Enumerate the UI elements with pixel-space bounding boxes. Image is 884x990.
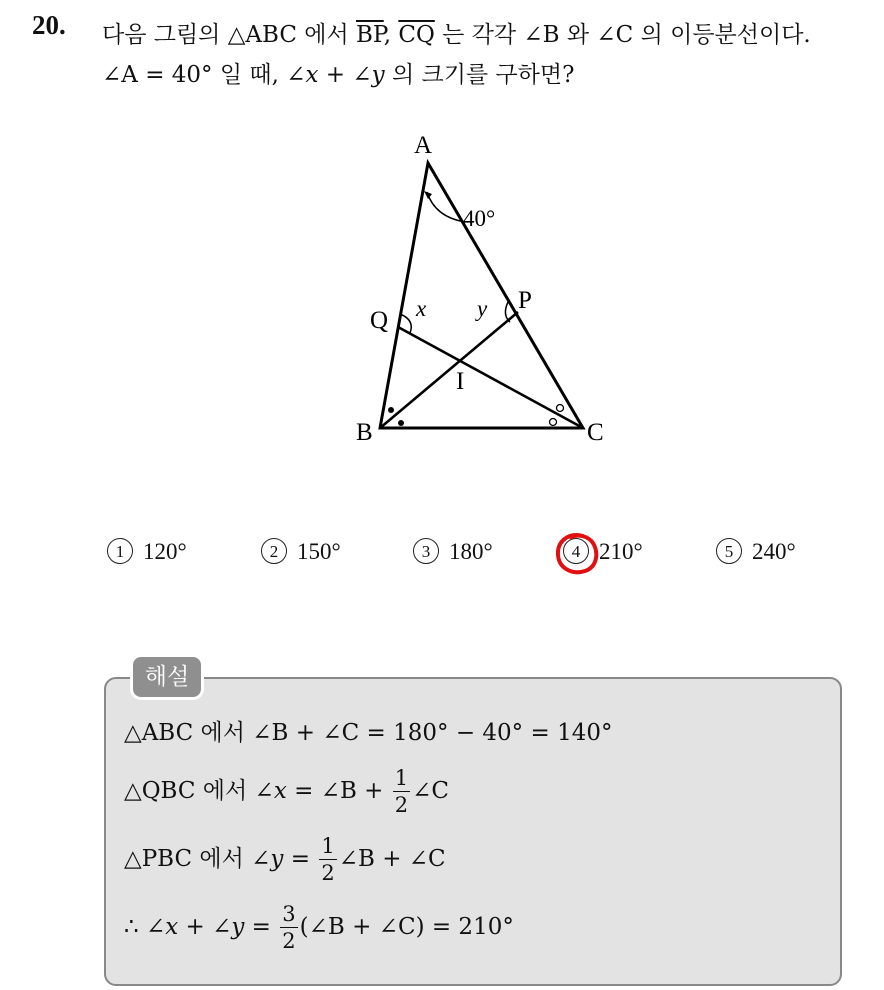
question-number: 20. (32, 10, 66, 40)
choice-text: 240° (752, 539, 796, 564)
angle-mark-c1 (557, 405, 564, 412)
choice-1[interactable] (107, 538, 187, 565)
choice-5[interactable] (716, 538, 796, 565)
question-text: 는 각각 ∠B 와 ∠C 의 이등분선이다. (434, 22, 811, 48)
solution-line-4 (124, 904, 514, 952)
label-angle-a: 40° (463, 206, 496, 231)
bisector-cq (398, 327, 583, 428)
choice-text: 150° (297, 539, 341, 564)
choice-3[interactable] (413, 538, 493, 565)
solution-text: ∠B + ∠C (338, 846, 446, 872)
question-text-line1 (102, 16, 811, 49)
var-y: y (270, 846, 284, 872)
solution-line-1: △ABC 에서 ∠B + ∠C = 180° − 40° = 140° (124, 720, 613, 746)
solution-line-3 (124, 836, 446, 884)
solution-text: ∴ ∠ (124, 914, 166, 940)
fraction (319, 836, 336, 884)
triangle-diagram (340, 120, 640, 460)
var-x: x (165, 914, 179, 940)
solution-line-2 (124, 768, 449, 816)
answer-choices (0, 538, 884, 578)
arrow-head (424, 191, 432, 199)
label-b: B (356, 419, 373, 446)
question-text-line2 (102, 56, 574, 89)
solution-text: △PBC 에서 ∠ (124, 846, 271, 872)
question-text: ∠A = 40° 일 때, ∠ (102, 62, 306, 88)
choice-number: 4 (563, 538, 589, 564)
label-q: Q (370, 307, 389, 334)
label-x: x (416, 296, 427, 321)
comma: , (383, 22, 399, 48)
solution-text: + ∠ (178, 914, 232, 940)
var-y: y (231, 914, 245, 940)
solution-text: (∠B + ∠C) = 210° (299, 914, 514, 940)
angle-mark-c2 (550, 419, 557, 426)
denominator: 2 (394, 793, 409, 817)
fraction (393, 768, 410, 816)
triangle-figure (340, 120, 640, 460)
question-text: 다음 그림의 △ABC 에서 (102, 22, 356, 48)
choice-text: 120° (143, 539, 187, 564)
label-p: P (518, 287, 532, 314)
solution-text: ∠C (412, 778, 450, 804)
label-i: I (456, 368, 465, 395)
numerator: 3 (282, 902, 296, 926)
solution-text: = (283, 846, 318, 872)
numerator: 1 (321, 834, 335, 858)
var-x: x (305, 62, 319, 88)
choice-2[interactable] (261, 538, 341, 565)
fraction (280, 904, 297, 952)
choice-number: 1 (107, 538, 133, 564)
solution-tab-label: 해설 (130, 654, 204, 700)
question-text: + ∠ (318, 62, 372, 88)
label-a: A (414, 132, 433, 159)
segment-bp: $\overline{BP}$ (356, 22, 384, 48)
choice-text: 210° (599, 539, 643, 564)
choice-text: 180° (449, 539, 493, 564)
solution-text: △QBC 에서 ∠ (124, 778, 274, 804)
solution-text: = (244, 914, 279, 940)
denominator: 2 (321, 861, 335, 885)
choice-number: 2 (261, 538, 287, 564)
var-x: x (273, 778, 287, 804)
segment-cq: $\overline{CQ}$ (398, 22, 435, 48)
label-c: C (587, 419, 604, 446)
choice-number: 5 (716, 538, 742, 564)
answer-mark-circle (553, 531, 601, 577)
solution-text: = ∠B + (286, 778, 391, 804)
label-y: y (477, 296, 488, 321)
var-y: y (371, 62, 385, 88)
numerator: 1 (394, 766, 409, 790)
choice-number: 3 (413, 538, 439, 564)
angle-mark-b1 (388, 407, 394, 413)
denominator: 2 (282, 929, 296, 953)
question-text: 의 크기를 구하면? (384, 62, 575, 88)
angle-mark-b2 (398, 420, 404, 426)
